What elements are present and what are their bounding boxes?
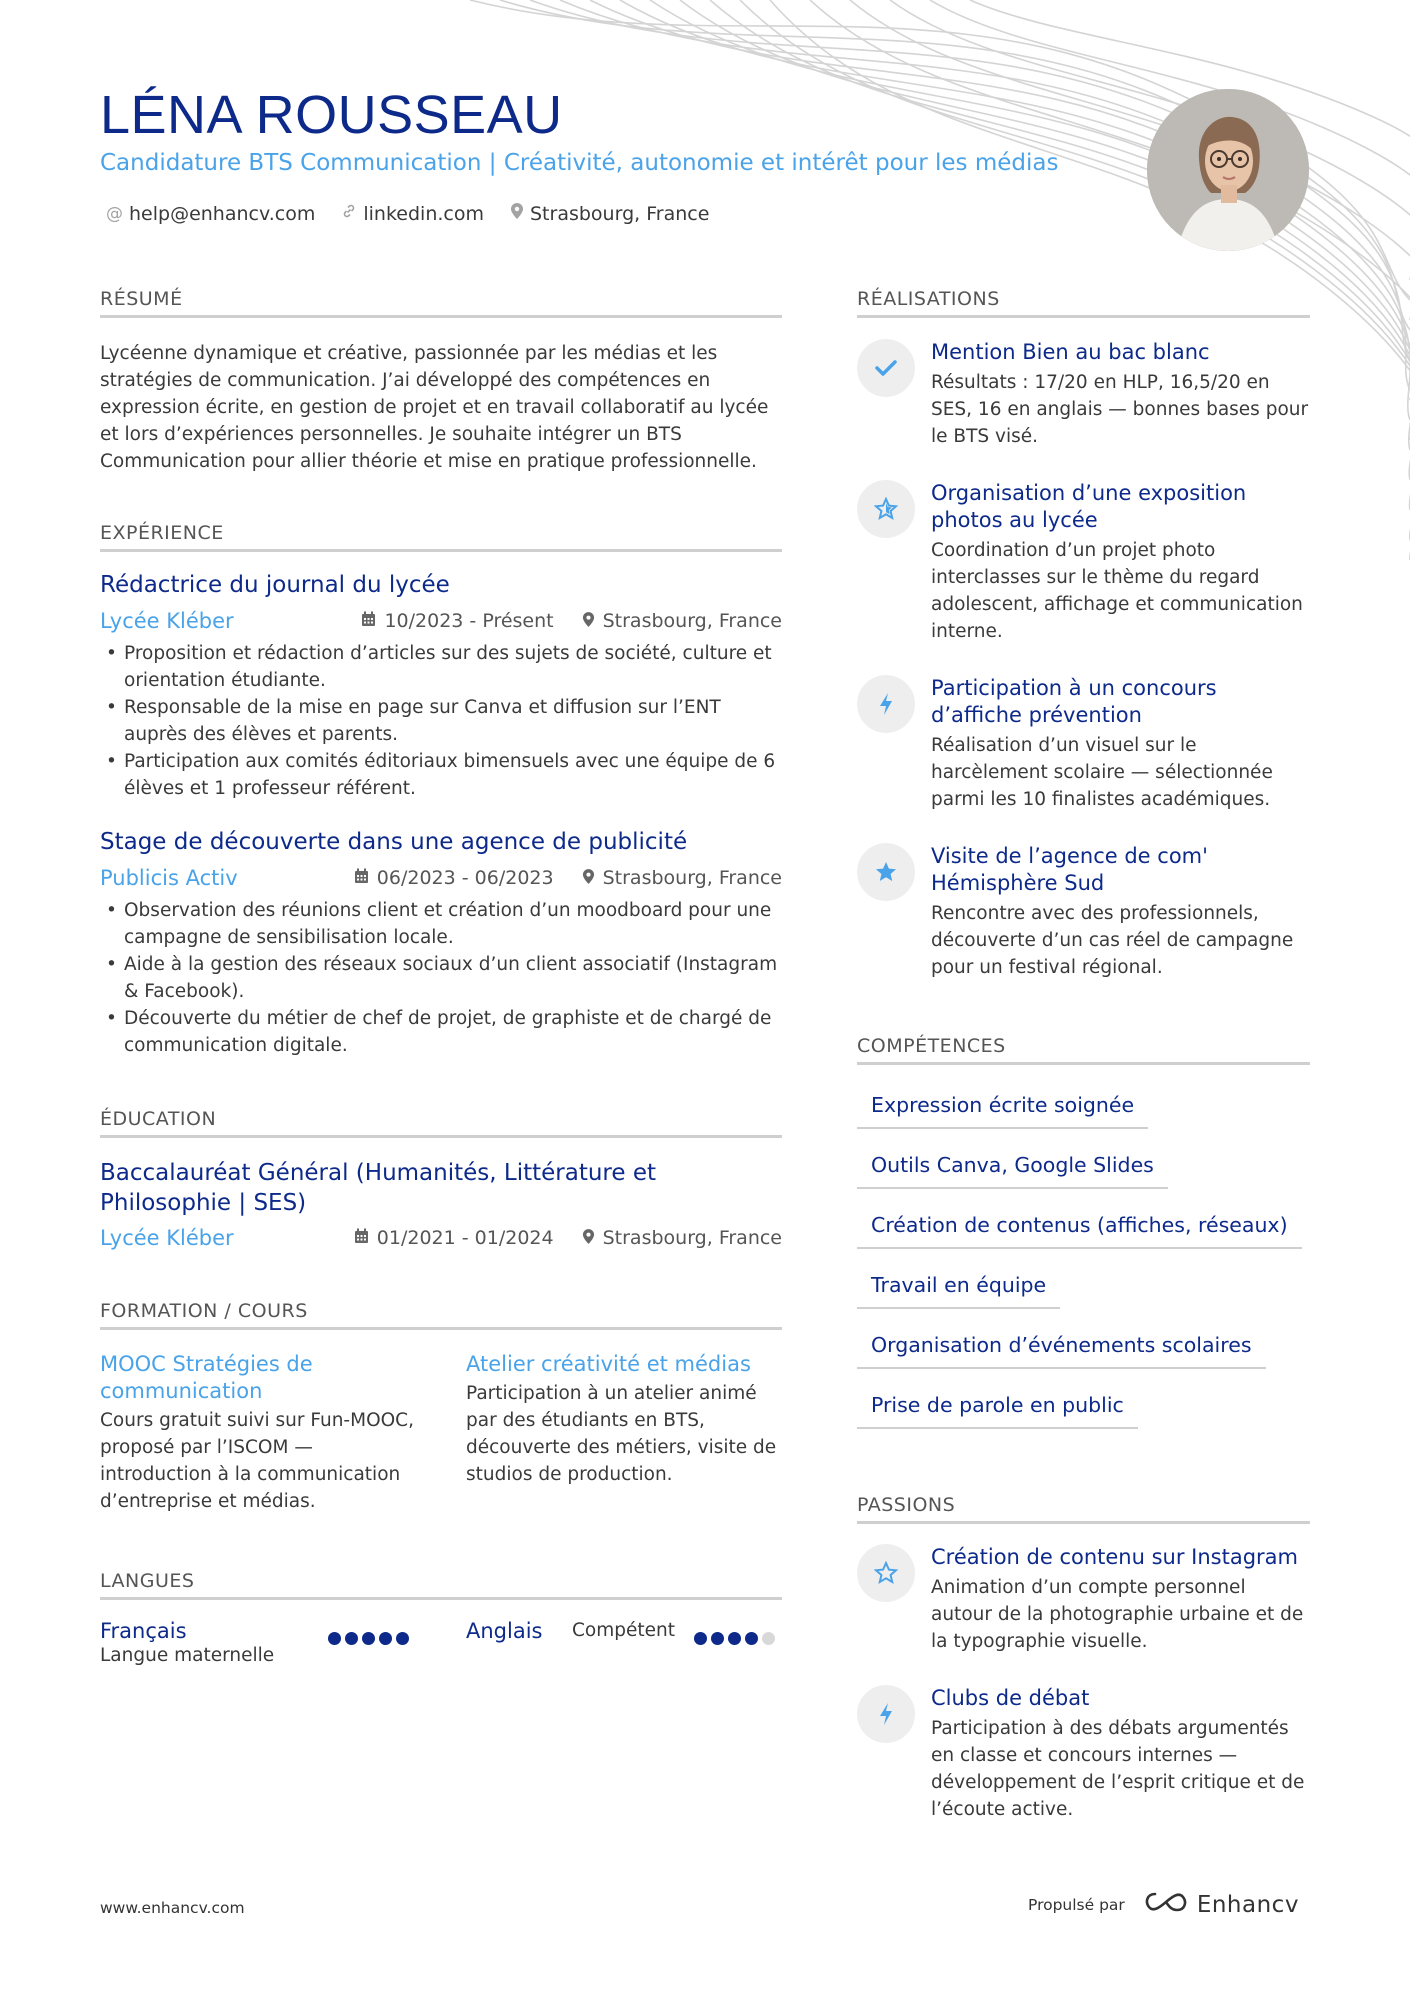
languages-heading: LANGUES [100, 1570, 782, 1600]
achievement-description: Réalisation d’un visuel sur le harcèlement scolaire — sélectionnée parmi les 10 finalistes académiques. [931, 735, 1273, 810]
footer-website[interactable]: www.enhancv.com [100, 1899, 245, 1917]
passion-description: Participation à des débats argumentés en classe et concours internes — développement de l’esprit critique et de l’écoute active. [931, 1718, 1305, 1820]
achievement-description: Résultats : 17/20 en HLP, 16,5/20 en SES, 16 en anglais — bonnes bases pour le BTS visé. [931, 372, 1309, 447]
infinity-logo-icon [1143, 1890, 1189, 1920]
link-icon [341, 203, 357, 224]
location-pin-icon [582, 868, 595, 889]
achievement-title: Participation à un concours d’affiche prévention [931, 676, 1217, 727]
passion-title: Création de contenu sur Instagram [931, 1545, 1298, 1569]
education-heading: ÉDUCATION [100, 1108, 782, 1138]
job-dates [354, 867, 554, 889]
course-item [466, 1351, 782, 1488]
job-location [582, 610, 782, 632]
contact-linkedin-text: linkedin.com [363, 202, 484, 225]
calendar-icon [361, 611, 376, 631]
footer-branding [1028, 1890, 1299, 1920]
language-note: Langue maternelle [100, 1645, 275, 1666]
achievement-body [931, 339, 1310, 450]
lightning-icon [857, 675, 915, 733]
passion-body [931, 1685, 1310, 1823]
candidate-tagline: Candidature BTS Communication | Créativité, autonomie et intérêt pour les médias [100, 150, 1059, 176]
education-dates [354, 1227, 554, 1249]
language-name: Anglais [466, 1619, 543, 1643]
contact-location [510, 202, 709, 225]
achievement-body [931, 843, 1310, 981]
level-dot-filled [379, 1632, 392, 1645]
passions-heading: PASSIONS [857, 1494, 1310, 1524]
job-bullets [100, 897, 782, 1059]
level-dot-filled [362, 1632, 375, 1645]
skill-tag: Expression écrite soignée [857, 1093, 1148, 1129]
skill-tag: Outils Canva, Google Slides [857, 1153, 1168, 1189]
location-pin-icon [510, 202, 524, 225]
skill-tag: Travail en équipe [857, 1273, 1060, 1309]
brand-name: Enhancv [1196, 1892, 1299, 1918]
achievements-heading: RÉALISATIONS [857, 288, 1310, 318]
star-outline-icon [857, 1544, 915, 1602]
skills-heading: COMPÉTENCES [857, 1035, 1310, 1065]
job-meta [100, 866, 782, 890]
list-item: • Aide à la gestion des réseaux sociaux d’un client associatif (Instagram & Facebook). [100, 951, 782, 1005]
job-dates [361, 610, 553, 632]
powered-by-label: Propulsé par [1028, 1896, 1125, 1914]
level-dot-filled [328, 1632, 341, 1645]
star-outline-icon [857, 480, 915, 538]
achievement-title: Visite de l’agence de com' Hémisphère Sud [931, 844, 1208, 895]
lightning-icon [857, 1685, 915, 1743]
courses-heading: FORMATION / COURS [100, 1300, 782, 1330]
brand-logo[interactable] [1143, 1890, 1299, 1920]
list-item: • Participation aux comités éditoriaux bimensuels avec une équipe de 6 élèves et 1 professeur référent. [100, 748, 782, 802]
course-title: MOOC Stratégies de communication [100, 1352, 313, 1403]
level-dot-filled [345, 1632, 358, 1645]
candidate-name: LÉNA ROUSSEAU [100, 85, 563, 145]
education-meta [100, 1226, 782, 1250]
passion-title: Clubs de débat [931, 1686, 1090, 1710]
level-dot-filled [745, 1632, 758, 1645]
education-location [582, 1227, 782, 1249]
contact-email-text: help@enhancv.com [129, 202, 316, 225]
course-title: Atelier créativité et médias [466, 1352, 751, 1376]
job-location-text: Strasbourg, France [602, 867, 782, 889]
language-name: Français [100, 1619, 187, 1643]
achievement-description: Coordination d’un projet photo interclasses sur le thème du regard adolescent, affichage et communication interne. [931, 540, 1303, 642]
location-pin-icon [582, 611, 595, 632]
skill-tag: Prise de parole en public [857, 1393, 1138, 1429]
summary-heading: RÉSUMÉ [100, 288, 782, 318]
level-dot-filled [728, 1632, 741, 1645]
level-dot-filled [396, 1632, 409, 1645]
course-description: Cours gratuit suivi sur Fun-MOOC, proposé par l’ISCOM — introduction à la communication d’entreprise et médias. [100, 1410, 414, 1512]
experience-heading: EXPÉRIENCE [100, 522, 782, 552]
course-description: Participation à un atelier animé par des étudiants en BTS, découverte des métiers, visite de studios de production. [466, 1383, 777, 1485]
checkmark-icon [857, 339, 915, 397]
course-item [100, 1351, 430, 1515]
list-item: • Responsable de la mise en page sur Canva et diffusion sur l’ENT auprès des élèves et parents. [100, 694, 782, 748]
education-dates-text: 01/2021 - 01/2024 [376, 1227, 554, 1249]
list-item: • Découverte du métier de chef de projet, de graphiste et de chargé de communication digitale. [100, 1005, 782, 1059]
language-level-dots [694, 1632, 775, 1645]
job-location-text: Strasbourg, France [602, 610, 782, 632]
degree-title: Baccalauréat Général (Humanités, Littérature et Philosophie | SES) [100, 1160, 656, 1216]
education-location-text: Strasbourg, France [602, 1227, 782, 1249]
job-meta [100, 609, 782, 633]
school-name: Lycée Kléber [100, 1226, 234, 1250]
achievement-body [931, 675, 1310, 813]
job-title: Rédactrice du journal du lycée [100, 572, 450, 598]
profile-photo [1147, 89, 1309, 251]
job-dates-text: 10/2023 - Présent [384, 610, 554, 632]
contact-linkedin[interactable] [341, 202, 484, 225]
language-item [466, 1619, 782, 1643]
level-dot-filled [694, 1632, 707, 1645]
calendar-icon [354, 1228, 369, 1248]
star-icon [857, 843, 915, 901]
list-item: • Observation des réunions client et création d’un moodboard pour une campagne de sensibilisation locale. [100, 897, 782, 951]
job-location [582, 867, 782, 889]
language-level-text: Compétent [572, 1620, 675, 1641]
job-organization: Lycée Kléber [100, 609, 234, 633]
achievement-description: Rencontre avec des professionnels, découverte d’un cas réel de campagne pour un festival régional. [931, 903, 1294, 978]
skill-tag: Création de contenus (affiches, réseaux) [857, 1213, 1302, 1249]
achievement-body [931, 480, 1310, 645]
calendar-icon [354, 868, 369, 888]
location-pin-icon [582, 1228, 595, 1249]
summary-text: Lycéenne dynamique et créative, passionnée par les médias et les stratégies de communication. J’ai développé des compétences en expression écrite, en gestion de projet et en travail collaboratif au lycée et lors d’expériences personnelles. Je souhaite intégrer un BTS Communication pour allier théorie et mise en pratique professionnelle. [100, 343, 769, 472]
job-bullets [100, 640, 782, 802]
contact-list [106, 202, 709, 225]
level-dot-filled [711, 1632, 724, 1645]
contact-email[interactable] [106, 202, 315, 225]
passion-description: Animation d’un compte personnel autour de la photographie urbaine et de la typographie visuelle. [931, 1577, 1304, 1652]
language-level-dots [328, 1632, 409, 1645]
achievement-title: Mention Bien au bac blanc [931, 340, 1210, 364]
job-title: Stage de découverte dans une agence de publicité [100, 829, 688, 855]
job-organization: Publicis Activ [100, 866, 238, 890]
contact-location-text: Strasbourg, France [530, 202, 710, 225]
passion-body [931, 1544, 1310, 1655]
list-item: • Proposition et rédaction d’articles sur des sujets de société, culture et orientation étudiante. [100, 640, 782, 694]
level-dot-empty [762, 1632, 775, 1645]
achievement-title: Organisation d’une exposition photos au lycée [931, 481, 1247, 532]
skill-tag: Organisation d’événements scolaires [857, 1333, 1266, 1369]
language-item [100, 1619, 420, 1666]
job-dates-text: 06/2023 - 06/2023 [376, 867, 554, 889]
at-icon: @ [106, 203, 123, 224]
